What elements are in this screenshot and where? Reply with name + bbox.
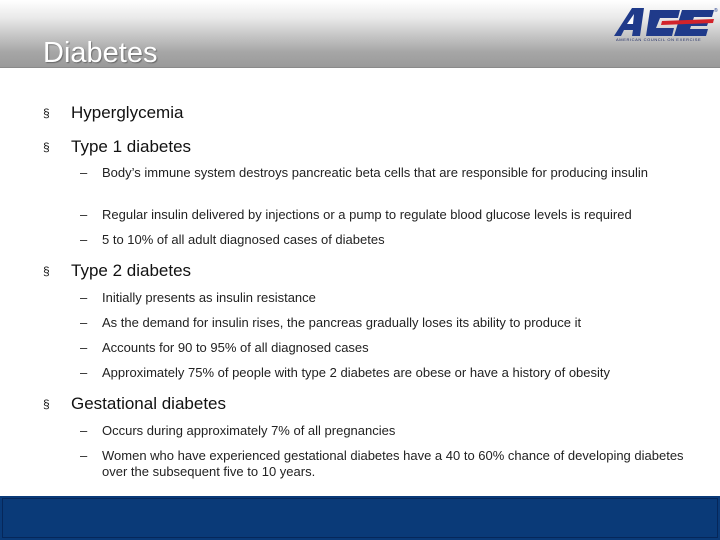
svg-text:®: ® [714, 8, 718, 14]
sub-bullet-text: Initially presents as insulin resistance [102, 290, 316, 305]
footer-bar [0, 496, 720, 540]
bullet-text: Hyperglycemia [71, 103, 184, 122]
dash-marker: – [80, 165, 88, 180]
dash-marker: – [80, 207, 88, 222]
sub-bullet-text: As the demand for insulin rises, the pancreas gradually loses its ability to produce it [102, 315, 582, 330]
slide-title: Diabetes [43, 37, 158, 69]
dash-marker: – [80, 340, 88, 355]
bullet-text: Type 1 diabetes [71, 137, 192, 156]
dash-marker: – [80, 232, 88, 247]
logo-tagline: AMERICAN COUNCIL ON EXERCISE [616, 37, 702, 42]
sub-bullet-text: Approximately 75% of people with type 2 diabetes are obese or have a history of obesity [102, 365, 611, 380]
bullet-marker: § [43, 140, 50, 154]
bullet-marker: § [43, 264, 50, 278]
bullet-marker: § [43, 106, 50, 120]
dash-marker: – [80, 290, 88, 305]
dash-marker: – [80, 423, 88, 438]
sub-bullet-text: Accounts for 90 to 95% of all diagnosed cases [102, 340, 369, 355]
sub-bullet-text: Women who have experienced gestational diabetes have a 40 to 60% chance of developing diabetes over the subsequent five to 10 years. [102, 448, 684, 479]
bullet-marker: § [43, 397, 50, 411]
sub-bullet-text: Body’s immune system destroys pancreatic beta cells that are responsible for producing insulin [102, 165, 649, 180]
bullet-text: Type 2 diabetes [71, 261, 192, 280]
sub-bullet-text: Regular insulin delivered by injections or a pump to regulate blood glucose levels is required [102, 207, 632, 222]
dash-marker: – [80, 315, 88, 330]
dash-marker: – [80, 448, 88, 463]
footer-frame [2, 498, 718, 538]
sub-bullet-text: 5 to 10% of all adult diagnosed cases of diabetes [102, 232, 385, 247]
sub-bullet-text: Occurs during approximately 7% of all pregnancies [102, 423, 396, 438]
dash-marker: – [80, 365, 88, 380]
bullet-text: Gestational diabetes [71, 394, 226, 413]
